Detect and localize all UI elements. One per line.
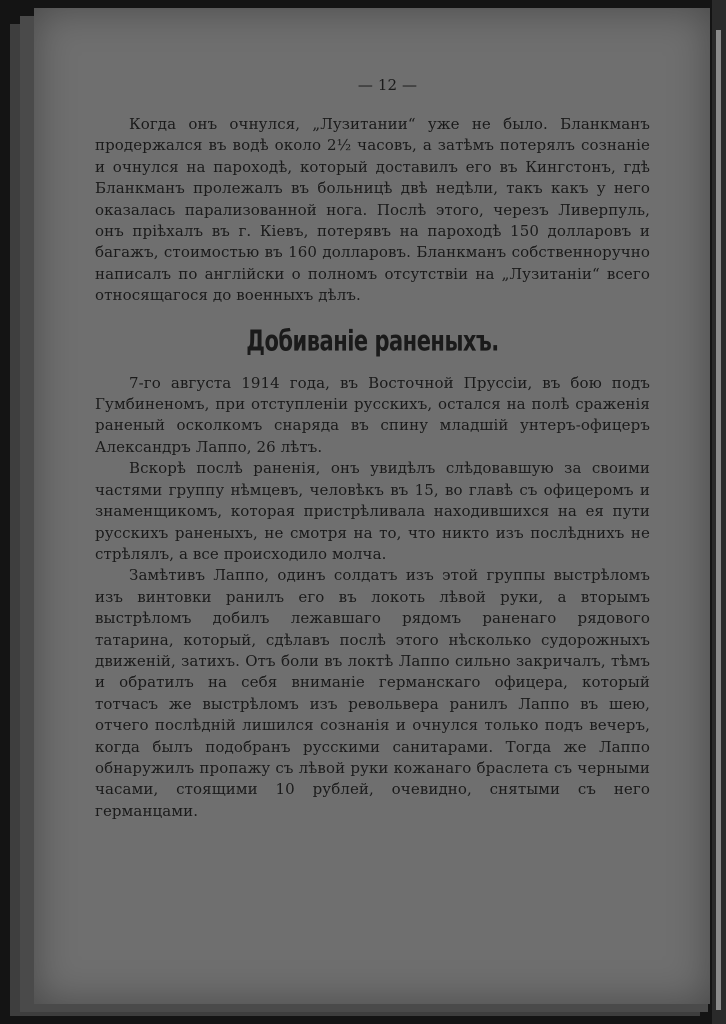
next-page-sliver (716, 30, 721, 1010)
paragraph-2: 7-го августа 1914 года, въ Восточной Пруссіи, въ бою подъ Гумбиненомъ, при отступленіи русскихъ, остался на полѣ сраженія раненый осколкомъ снаряда въ спину младшій унтеръ-офицеръ Александръ Лаппо, 26 лѣтъ. (95, 373, 650, 456)
right-page-edge (712, 0, 726, 1024)
paragraph-4: Замѣтивъ Лаппо, одинъ солдатъ изъ этой группы выстрѣломъ изъ винтовки ранилъ его въ локоть лѣвой руки, а вторымъ выстрѣломъ добилъ лежавшаго рядомъ раненаго рядового татарина, который, сдѣлавъ послѣ этого нѣсколько судорожныхъ движеній, затихъ. Отъ боли въ локтѣ Лаппо сильно закричалъ, тѣмъ и обратилъ на себя вниманіе германскаго офицера, который тотчасъ же выстрѣломъ изъ револьвера ранилъ Лаппо въ шею, отчего послѣдній лишился сознанія и очнулся только подъ вечеръ, когда былъ подобранъ русскими санитарами. Тогда же Лаппо обнаружилъ пропажу съ лѣвой руки кожанаго браслета съ черными часами, стоящими 10 рублей, очевидно, снятыми съ него германцами. (95, 566, 650, 820)
section-heading: Добиваніе раненыхъ. (246, 324, 499, 357)
page-number: — 12 — (357, 76, 418, 94)
paragraph-3: Вскорѣ послѣ раненія, онъ увидѣлъ слѣдовавшую за своими частями группу нѣмцевъ, человѣкъ въ 15, во главѣ съ офицеромъ и знаменщикомъ, которая пристрѣливала находившихся на ея пути русскихъ раненыхъ, не смотря на то, что никто изъ послѣднихъ не стрѣлялъ, а все происходило молча. (95, 459, 650, 563)
paragraph-1: Когда онъ очнулся, „Лузитании“ уже не было. Бланкманъ продержался въ водѣ около 2½ часовъ, а затѣмъ потерялъ сознаніе и очнулся на пароходѣ, который доставилъ его въ Кингстонъ, гдѣ Бланкманъ пролежалъ въ больницѣ двѣ недѣли, такъ какъ у него оказалась парализованной нога. Послѣ этого, черезъ Ливерпуль, онъ пріѣхалъ въ г. Кіевъ, потерявъ на пароходѣ 150 долларовъ и багажъ, стоимостью въ 160 долларовъ. Бланкманъ собственноручно написалъ по англійски о полномъ отсутствіи на „Лузитаніи“ всего относящагося до военныхъ дѣлъ. (95, 115, 650, 305)
page-content (95, 70, 650, 822)
